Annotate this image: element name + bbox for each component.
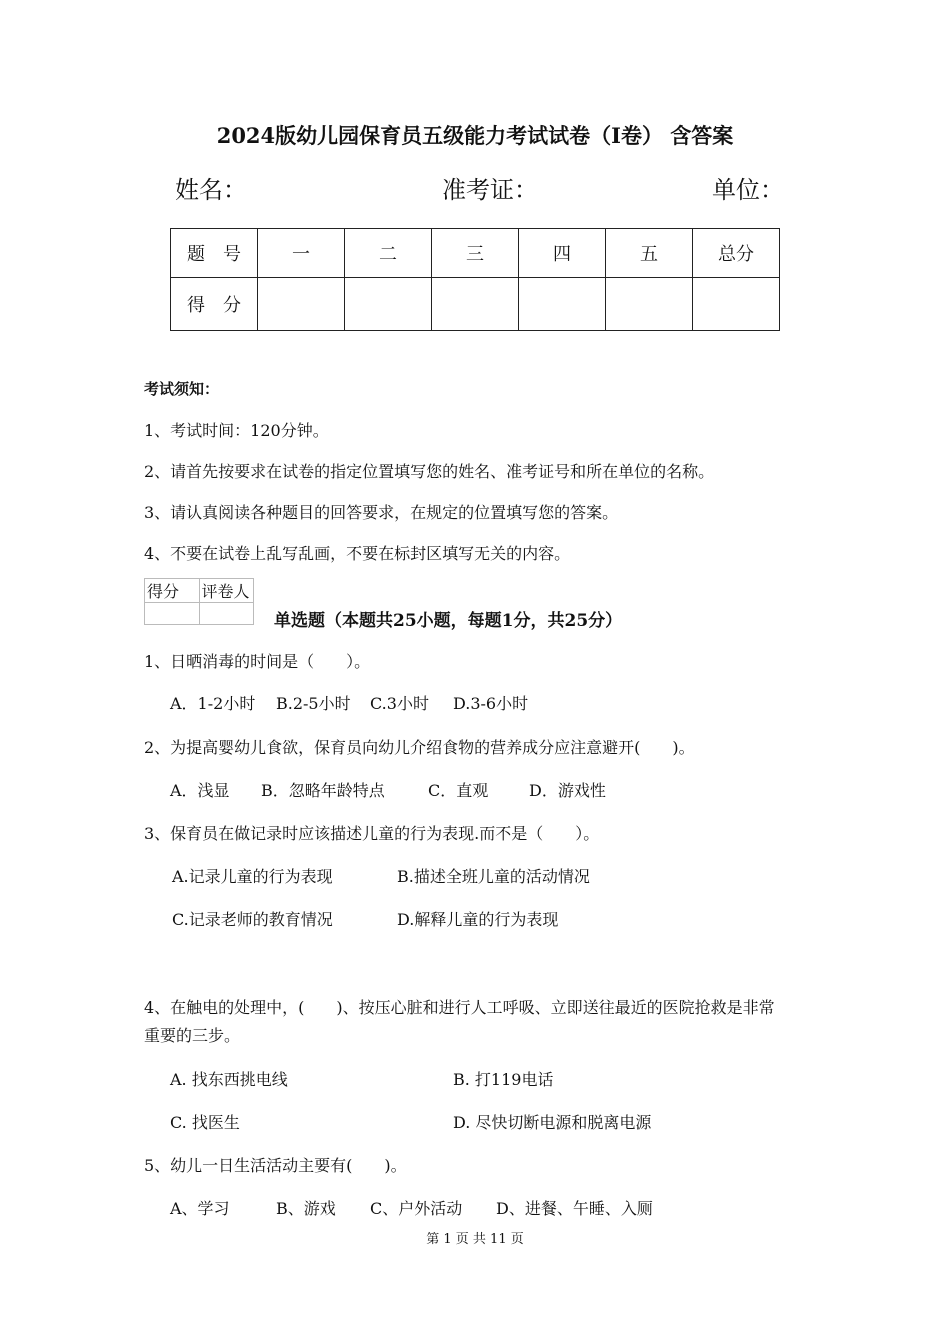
option-b: B．忽略年龄特点 <box>261 781 385 800</box>
score-header-cell: 总分 <box>693 229 780 278</box>
score-header-cell: 二 <box>345 229 432 278</box>
grader-box <box>144 578 254 625</box>
grader-label: 评卷人 <box>199 579 254 603</box>
option-a: A．1-2小时 <box>170 694 256 713</box>
option-b: B. 打119电话 <box>453 1070 554 1089</box>
score-header-cell: 四 <box>519 229 606 278</box>
score-row-label: 得 分 <box>171 278 258 331</box>
score-cell <box>606 278 693 331</box>
notice-heading: 考试须知： <box>144 380 220 398</box>
option-c: C. 找医生 <box>170 1113 240 1132</box>
option-b: B.描述全班儿童的活动情况 <box>397 867 590 886</box>
notice-item: 3、请认真阅读各种题目的回答要求，在规定的位置填写您的答案。 <box>144 503 619 522</box>
question-stem: 3、保育员在做记录时应该描述儿童的行为表现.而不是（ ）。 <box>144 824 600 843</box>
option-a: A、学习 <box>170 1199 230 1218</box>
section-title: 单选题（本题共25小题，每题1分，共25分） <box>274 611 623 631</box>
grader-score-label: 得分 <box>145 579 200 603</box>
option-d: D.解释儿童的行为表现 <box>397 910 559 929</box>
notice-item: 1、考试时间：120分钟。 <box>144 421 329 440</box>
score-header-cell: 一 <box>258 229 345 278</box>
option-a: A.记录儿童的行为表现 <box>172 867 333 886</box>
unit-field-label: 单位： <box>712 176 784 204</box>
option-d: D．游戏性 <box>529 781 606 800</box>
name-field-label: 姓名： <box>175 176 247 204</box>
option-b: B.2-5小时 <box>276 694 351 713</box>
score-table <box>170 228 780 331</box>
question-stem: 5、幼儿一日生活活动主要有( )。 <box>144 1156 407 1175</box>
option-c: C．直观 <box>428 781 489 800</box>
score-cell <box>693 278 780 331</box>
notice-item: 4、不要在试卷上乱写乱画，不要在标封区填写无关的内容。 <box>144 544 571 563</box>
question-stem: 4、在触电的处理中，( )、按压心脏和进行人工呼吸、立即送往最近的医院抢救是非常 <box>144 998 775 1017</box>
score-header-cell: 五 <box>606 229 693 278</box>
option-c: C、户外活动 <box>370 1199 463 1218</box>
notice-item: 2、请首先按要求在试卷的指定位置填写您的姓名、准考证号和所在单位的名称。 <box>144 462 715 481</box>
grader-name-cell <box>199 603 254 625</box>
option-a: A．浅显 <box>170 781 230 800</box>
score-cell <box>519 278 606 331</box>
score-cell <box>258 278 345 331</box>
exam-id-field-label: 准考证： <box>442 176 538 204</box>
question-stem: 2、为提高婴幼儿食欲，保育员向幼儿介绍食物的营养成分应注意避开( )。 <box>144 738 695 757</box>
grader-score-cell <box>145 603 200 625</box>
option-a: A. 找东西挑电线 <box>170 1070 288 1089</box>
option-d: D.3-6小时 <box>453 694 529 713</box>
option-c: C.记录老师的教育情况 <box>172 910 333 929</box>
option-b: B、游戏 <box>276 1199 336 1218</box>
score-cell <box>432 278 519 331</box>
option-d: D. 尽快切断电源和脱离电源 <box>453 1113 652 1132</box>
question-stem-continued: 重要的三步。 <box>144 1026 241 1045</box>
option-d: D、进餐、午睡、入厕 <box>496 1199 653 1218</box>
score-cell <box>345 278 432 331</box>
option-c: C.3小时 <box>370 694 429 713</box>
page-footer: 第 1 页 共 11 页 <box>426 1232 524 1247</box>
page-title: 2024版幼儿园保育员五级能力考试试卷（I卷） 含答案 <box>216 123 734 148</box>
score-header-cell: 题 号 <box>171 229 258 278</box>
score-header-cell: 三 <box>432 229 519 278</box>
question-stem: 1、日晒消毒的时间是（ ）。 <box>144 652 371 671</box>
